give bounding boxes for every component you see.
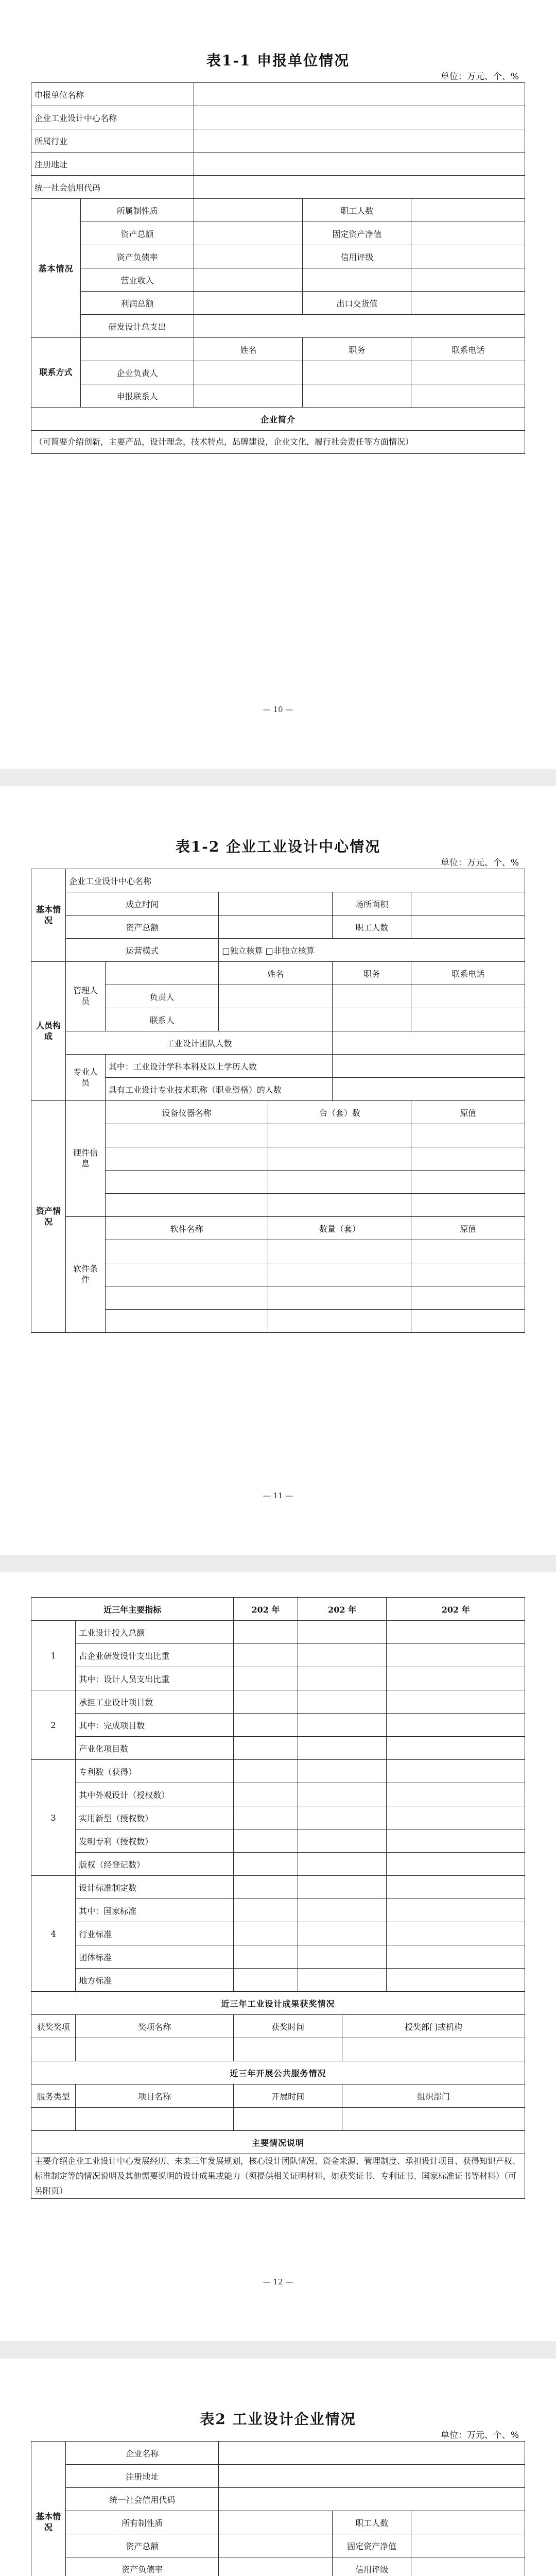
col-service-type: 服务类型 (31, 2084, 76, 2108)
label-address: 注册地址 (66, 2465, 219, 2488)
label-pro-bachelor: 其中：工业设计学科本科及以上学历人数 (105, 1055, 332, 1078)
metric-label: 地方标准 (76, 1969, 234, 1992)
col-name: 姓名 (194, 338, 303, 361)
metric-label: 团体标准 (76, 1945, 234, 1969)
field-sw[interactable] (105, 1286, 268, 1310)
col-phone: 联系电话 (411, 338, 525, 361)
metric-cell[interactable] (298, 1853, 387, 1876)
field-employees[interactable] (411, 199, 525, 222)
label-total-assets: 资产总额 (66, 2534, 219, 2557)
field-hw[interactable] (105, 1147, 268, 1171)
major-text-area[interactable]: 主要介绍企业工业设计中心发展经历、未来三年发展规划，核心设计团队情况、资金来源、管理制度、承担设计项目、获得知识产权、标准制定等的情况说明及其他需要说明的设计成果或能力（须提供相关证明材料，如获奖证书、专利证书、国家标准证书等材料）（可另附页） (31, 2154, 525, 2199)
field-sw[interactable] (411, 1263, 525, 1286)
year-1-header: 202 年 (234, 1598, 298, 1621)
metric-cell[interactable] (387, 1737, 525, 1760)
group-number: 2 (31, 1690, 76, 1760)
label-applicant: 申报单位名称 (31, 83, 194, 106)
design-center-table (31, 869, 525, 1333)
metrics-header: 近三年主要指标 (31, 1598, 234, 1621)
field-address[interactable] (219, 2465, 525, 2488)
field-sw[interactable] (105, 1263, 268, 1286)
label-fixed-assets: 固定资产净值 (332, 2534, 411, 2557)
unit-note: 单位：万元、个、% (440, 858, 519, 868)
col-software-qty: 数量（套） (268, 1217, 411, 1240)
metric-label: 其中外观设计（授权数） (76, 1783, 234, 1806)
metric-label: 占企业研发设计支出比重 (76, 1644, 234, 1667)
page-number: — 12 — (263, 2277, 293, 2286)
metric-cell[interactable] (298, 1969, 387, 1992)
field-p1-name[interactable] (219, 985, 333, 1008)
field-hw[interactable] (268, 1171, 411, 1194)
label-fixed-assets: 固定资产净值 (303, 222, 411, 245)
label-hardware: 硬件信息 (66, 1101, 106, 1217)
field-legal-phone[interactable] (411, 361, 525, 384)
metric-cell[interactable] (298, 1876, 387, 1899)
field-assets[interactable] (219, 916, 333, 939)
year-2-header: 202 年 (298, 1598, 387, 1621)
col-service-project: 项目名称 (76, 2084, 234, 2108)
metric-cell[interactable] (387, 1760, 525, 1783)
col-title: 职务 (332, 962, 411, 985)
metric-label: 设计标准制定数 (76, 1876, 234, 1899)
metric-cell[interactable] (234, 1714, 298, 1737)
metric-cell[interactable] (234, 1644, 298, 1667)
year-3-header: 202 年 (387, 1598, 525, 1621)
award-cell[interactable] (76, 2038, 234, 2061)
field-hw[interactable] (411, 1171, 525, 1194)
mode-checkboxes[interactable]: □独立核算 □非独立核算 (219, 939, 525, 962)
group-number: 1 (31, 1621, 76, 1690)
field-hw[interactable] (268, 1147, 411, 1171)
label-total-assets: 资产总额 (80, 222, 194, 245)
label-employees: 职工人数 (303, 199, 411, 222)
metric-cell[interactable] (387, 1783, 525, 1806)
label-staff: 职工人数 (332, 916, 411, 939)
award-cell[interactable] (234, 2038, 342, 2061)
section-contact: 联系方式 (31, 338, 81, 408)
metric-label: 其中：设计人员支出比重 (76, 1667, 234, 1690)
label-credit-code: 统一社会信用代码 (31, 176, 194, 199)
metric-cell[interactable] (234, 1876, 298, 1899)
label-debt-ratio: 资产负债率 (80, 245, 194, 268)
field-contact-title[interactable] (303, 384, 411, 408)
label-industry: 所属行业 (31, 129, 194, 152)
metric-label: 发明专利（授权数） (76, 1829, 234, 1853)
metric-label: 版权（经登记数） (76, 1853, 234, 1876)
field-fixed-assets[interactable] (411, 2534, 525, 2557)
metric-cell[interactable] (298, 1945, 387, 1969)
field-credit-code[interactable] (219, 2488, 525, 2511)
field-blank[interactable] (411, 268, 525, 292)
label-assets: 资产总额 (66, 916, 219, 939)
field-credit-code[interactable] (194, 176, 525, 199)
field-industry[interactable] (194, 129, 525, 152)
label-profit: 利润总额 (80, 292, 194, 315)
table-2-title: 表2 工业设计企业情况 (200, 2411, 356, 2428)
field-hw[interactable] (268, 1194, 411, 1217)
metric-cell[interactable] (234, 1899, 298, 1922)
metric-cell[interactable] (234, 1760, 298, 1783)
group-number: 4 (31, 1876, 76, 1992)
section-people: 人员构成 (31, 962, 66, 1101)
field-p1-title[interactable] (332, 985, 411, 1008)
metric-cell[interactable] (234, 1829, 298, 1853)
label-credit-rating: 信用评级 (303, 245, 411, 268)
intro-text-area[interactable]: （可简要介绍创新，主要产品，设计理念，技术特点，品牌建设，企业文化，履行社会责任等方面情况） (31, 431, 525, 454)
metric-cell[interactable] (298, 1783, 387, 1806)
label-professionals: 专业人员 (66, 1055, 106, 1101)
field-export[interactable] (411, 292, 525, 315)
metric-cell[interactable] (234, 1806, 298, 1829)
field-employees[interactable] (411, 2511, 525, 2534)
metric-cell[interactable] (298, 1760, 387, 1783)
page-table-1-1 (0, 0, 556, 786)
label-ownership: 所属制性质 (80, 199, 194, 222)
field-debt-ratio[interactable] (194, 245, 303, 268)
metric-cell[interactable] (298, 1806, 387, 1829)
label-mgmt: 管理人员 (66, 962, 106, 1031)
award-cell[interactable] (31, 2038, 76, 2061)
metric-cell[interactable] (298, 1714, 387, 1737)
label-ownership: 所有制性质 (66, 2511, 219, 2534)
award-cell[interactable] (342, 2038, 525, 2061)
field-sw[interactable] (411, 1240, 525, 1263)
section-basic: 基本情况 (31, 2442, 66, 2576)
service-header: 近三年开展公共服务情况 (31, 2061, 525, 2084)
col-phone: 联系电话 (411, 962, 525, 985)
page-separator (0, 769, 556, 786)
field-p2-name[interactable] (219, 1008, 333, 1031)
service-cell[interactable] (31, 2108, 76, 2131)
blank-header (105, 962, 219, 985)
field-applicant[interactable] (194, 83, 525, 106)
center-metrics-table (31, 1597, 525, 2199)
table-1-1-title: 表1-1 申报单位情况 (206, 52, 350, 69)
label-rd-total: 研发设计总支出 (80, 315, 194, 338)
field-legal-name[interactable] (194, 361, 303, 384)
field-legal-title[interactable] (303, 361, 411, 384)
field-pro-title[interactable] (332, 1078, 525, 1101)
page-number: — 10 — (263, 705, 293, 714)
metric-cell[interactable] (387, 1806, 525, 1829)
metric-cell[interactable] (387, 1853, 525, 1876)
field-credit-rating[interactable] (411, 2557, 525, 2576)
label-site-area: 场所面积 (332, 892, 411, 916)
blank-label (303, 268, 411, 292)
field-sw[interactable] (105, 1310, 268, 1333)
page-separator (0, 1555, 556, 1572)
label-debt-ratio: 资产负债率 (66, 2557, 219, 2576)
col-service-time: 开展时间 (234, 2084, 342, 2108)
col-software-value: 原值 (411, 1217, 525, 1240)
field-fixed-assets[interactable] (411, 222, 525, 245)
label-designers: 工业设计团队人数 (66, 1031, 333, 1055)
group-number: 3 (31, 1760, 76, 1876)
field-p1-phone[interactable] (411, 985, 525, 1008)
label-address: 注册地址 (31, 152, 194, 176)
metric-cell[interactable] (387, 1876, 525, 1899)
page-separator (0, 2341, 556, 2359)
label-employees: 职工人数 (332, 2511, 411, 2534)
service-cell[interactable] (342, 2108, 525, 2131)
unit-note: 单位：万元、个、% (440, 72, 519, 82)
metric-label: 专利数（获得） (76, 1760, 234, 1783)
field-ownership[interactable] (219, 2511, 333, 2534)
table-1-2-title: 表1-2 企业工业设计中心情况 (175, 838, 381, 855)
field-est-time[interactable] (219, 892, 333, 916)
field-credit-rating[interactable] (411, 245, 525, 268)
metric-cell[interactable] (298, 1644, 387, 1667)
page-table-1-2-continued (0, 1572, 556, 2359)
label-center: 企业工业设计中心名称 (66, 869, 525, 892)
section-assets: 资产情况 (31, 1101, 66, 1333)
col-name: 姓名 (219, 962, 333, 985)
label-company: 企业名称 (66, 2442, 219, 2465)
section-basic: 基本情况 (31, 869, 66, 962)
field-debt-ratio[interactable] (219, 2557, 333, 2576)
field-sw[interactable] (411, 1310, 525, 1333)
metric-cell[interactable] (387, 1969, 525, 1992)
label-pro-title: 具有工业设计专业技术职称（职业资格）的人数 (105, 1078, 332, 1101)
metric-label: 产业化项目数 (76, 1737, 234, 1760)
field-sw[interactable] (268, 1286, 411, 1310)
field-site-area[interactable] (411, 892, 525, 916)
intro-title: 企业简介 (31, 408, 525, 431)
metric-cell[interactable] (234, 1853, 298, 1876)
metric-cell[interactable] (387, 1621, 525, 1644)
field-hw[interactable] (268, 1124, 411, 1147)
field-hw[interactable] (105, 1194, 268, 1217)
col-award-level: 获奖奖项 (31, 2015, 76, 2038)
field-address[interactable] (194, 152, 525, 176)
field-hw[interactable] (105, 1124, 268, 1147)
field-p2-title[interactable] (332, 1008, 411, 1031)
field-profit[interactable] (194, 292, 303, 315)
field-hw[interactable] (105, 1171, 268, 1194)
metric-cell[interactable] (234, 1737, 298, 1760)
field-sw[interactable] (105, 1240, 268, 1263)
design-company-table (31, 2441, 525, 2576)
field-hw[interactable] (411, 1147, 525, 1171)
section-basic: 基本情况 (31, 199, 81, 338)
service-cell[interactable] (234, 2108, 342, 2131)
label-contact: 申报联系人 (80, 384, 194, 408)
metric-cell[interactable] (387, 1644, 525, 1667)
field-sw[interactable] (268, 1240, 411, 1263)
major-header: 主要情况说明 (31, 2131, 525, 2154)
metric-cell[interactable] (387, 1945, 525, 1969)
field-rd-total[interactable] (194, 315, 525, 338)
field-company[interactable] (219, 2442, 525, 2465)
col-original-value: 原值 (411, 1101, 525, 1124)
metric-cell[interactable] (234, 1922, 298, 1945)
field-p2-phone[interactable] (411, 1008, 525, 1031)
metric-cell[interactable] (298, 1621, 387, 1644)
field-contact-phone[interactable] (411, 384, 525, 408)
metric-label: 行业标准 (76, 1922, 234, 1945)
metric-cell[interactable] (234, 1969, 298, 1992)
service-cell[interactable] (76, 2108, 234, 2131)
metric-cell[interactable] (387, 1922, 525, 1945)
col-award-org: 授奖部门或机构 (342, 2015, 525, 2038)
field-designers[interactable] (332, 1031, 525, 1055)
metric-cell[interactable] (298, 1737, 387, 1760)
metric-cell[interactable] (298, 1899, 387, 1922)
metric-cell[interactable] (298, 1922, 387, 1945)
metric-cell[interactable] (234, 1667, 298, 1690)
label-contact: 联系人 (105, 1008, 219, 1031)
metric-label: 其中：国家标准 (76, 1899, 234, 1922)
metric-cell[interactable] (387, 1690, 525, 1714)
metric-label: 实用新型（授权数） (76, 1806, 234, 1829)
metric-cell[interactable] (387, 1899, 525, 1922)
metric-label: 其中：完成项目数 (76, 1714, 234, 1737)
blank-header (80, 338, 194, 361)
label-legal-rep: 企业负责人 (80, 361, 194, 384)
page-number: — 11 — (263, 1491, 293, 1500)
col-quantity: 台（套）数 (268, 1101, 411, 1124)
page-table-2 (0, 2359, 556, 2576)
col-award-name: 奖项名称 (76, 2015, 234, 2038)
label-credit-code: 统一社会信用代码 (66, 2488, 219, 2511)
awards-header: 近三年工业设计成果获奖情况 (31, 1992, 525, 2015)
field-sw[interactable] (268, 1263, 411, 1286)
field-revenue[interactable] (194, 268, 303, 292)
unit-note: 单位：万元、个、% (440, 2430, 519, 2441)
metric-label: 工业设计投入总额 (76, 1621, 234, 1644)
metric-cell[interactable] (234, 1783, 298, 1806)
field-center[interactable] (194, 106, 525, 129)
field-hw[interactable] (411, 1194, 525, 1217)
metric-cell[interactable] (298, 1829, 387, 1853)
metric-cell[interactable] (387, 1667, 525, 1690)
label-credit-rating: 信用评级 (332, 2557, 411, 2576)
field-pro-bachelor[interactable] (332, 1055, 525, 1078)
col-title: 职务 (303, 338, 411, 361)
field-sw[interactable] (411, 1286, 525, 1310)
col-software-name: 软件名称 (105, 1217, 268, 1240)
col-service-org: 组织部门 (342, 2084, 525, 2108)
label-person-in-charge: 负责人 (105, 985, 219, 1008)
metric-cell[interactable] (387, 1714, 525, 1737)
metric-label: 承担工业设计项目数 (76, 1690, 234, 1714)
field-total-assets[interactable] (194, 222, 303, 245)
field-contact-name[interactable] (194, 384, 303, 408)
metric-cell[interactable] (387, 1829, 525, 1853)
label-est-time: 成立时间 (66, 892, 219, 916)
label-center: 企业工业设计中心名称 (31, 106, 194, 129)
metric-cell[interactable] (234, 1690, 298, 1714)
col-equipment-name: 设备仪器名称 (105, 1101, 268, 1124)
metric-cell[interactable] (298, 1690, 387, 1714)
field-total-assets[interactable] (219, 2534, 333, 2557)
applicant-info-table (31, 82, 525, 454)
field-ownership[interactable] (194, 199, 303, 222)
label-revenue: 营业收入 (80, 268, 194, 292)
col-award-time: 获奖时间 (234, 2015, 342, 2038)
field-sw[interactable] (268, 1310, 411, 1333)
metric-cell[interactable] (234, 1621, 298, 1644)
label-export: 出口交货值 (303, 292, 411, 315)
label-mode: 运营模式 (66, 939, 219, 962)
field-staff[interactable] (411, 916, 525, 939)
page-table-1-2 (0, 786, 556, 1572)
metric-cell[interactable] (298, 1667, 387, 1690)
metric-cell[interactable] (234, 1945, 298, 1969)
label-software: 软件条件 (66, 1217, 106, 1333)
field-hw[interactable] (411, 1124, 525, 1147)
